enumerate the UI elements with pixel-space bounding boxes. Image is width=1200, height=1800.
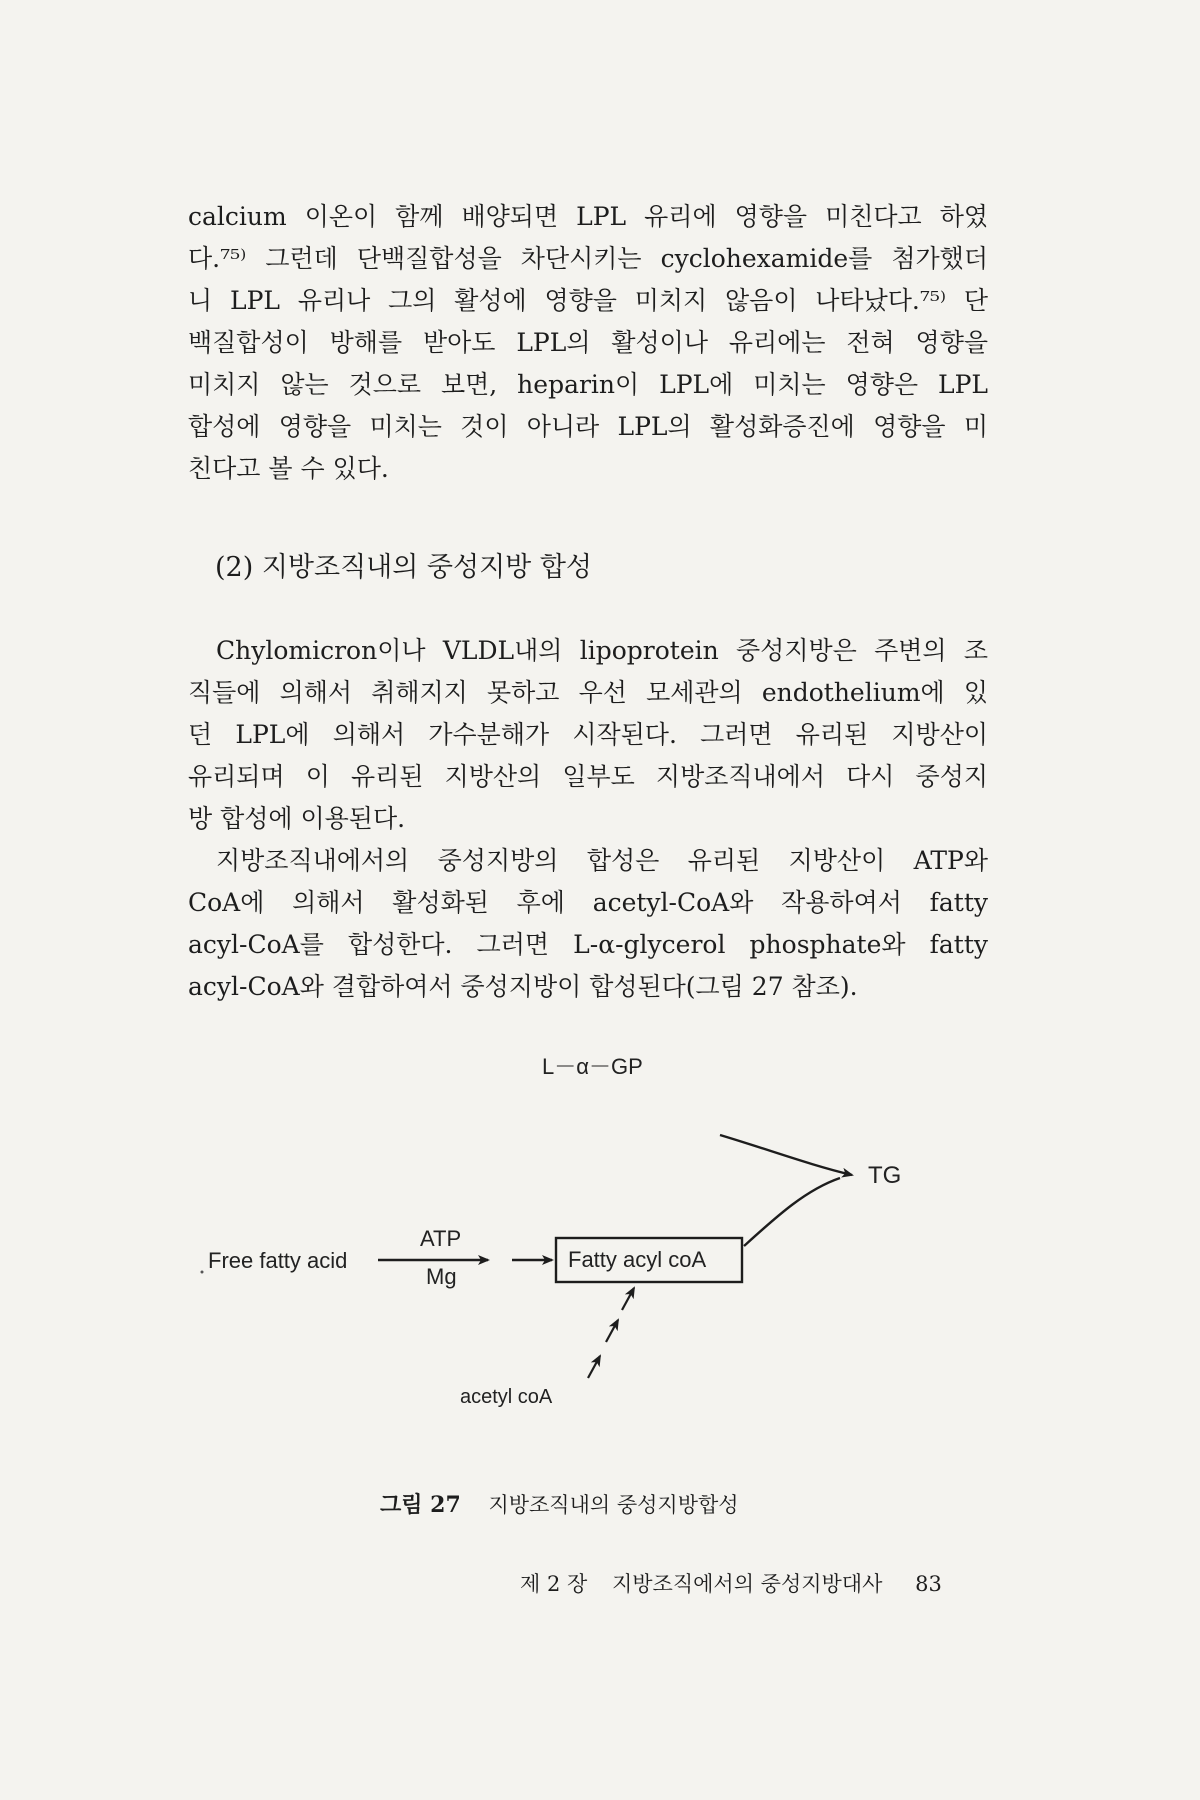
text-line: 직들에 의해서 취해지지 못하고 우선 모세관의 endothelium에 있 [188,678,988,707]
paragraph-tg-synthesis [188,840,988,1008]
text-line: 니 LPL 유리나 그의 활성에 영향을 미치지 않음이 나타났다.⁷⁵⁾ 단 [188,286,988,315]
paragraph-chylomicron [188,630,988,840]
text-line: 방 합성에 이용된다. [188,804,406,833]
l-alpha-gp-label: L－α－GP [542,1054,643,1079]
text-line: 던 LPL에 의해서 가수분해가 시작된다. 그러면 유리된 지방산이 [188,720,988,749]
text-line: Chylomicron이나 VLDL내의 lipoprotein 중성지방은 주변의 조 [216,636,988,665]
text-line: 합성에 영향을 미치는 것이 아니라 LPL의 활성화증진에 영향을 미 [188,412,988,441]
acetyl-arrow-1 [588,1356,600,1378]
free-fatty-acid-label: Free fatty acid [208,1248,348,1273]
text-line: 지방조직내에서의 중성지방의 합성은 유리된 지방산이 ATP와 [216,846,988,875]
fatty-acyl-coa-label: Fatty acyl coA [568,1247,707,1272]
text-line: 다.⁷⁵⁾ 그런데 단백질합성을 차단시키는 cyclohexamide를 첨가했더 [188,244,988,273]
l-alpha-gp-arrow [720,1135,852,1175]
tg-label: TG [868,1162,902,1189]
figure-number: 그림 27 [380,1492,461,1518]
stray-dot [201,1271,204,1274]
figure-title: 지방조직내의 중성지방합성 [488,1493,739,1517]
acetyl-arrow-2 [606,1320,618,1342]
figure-caption [380,1488,739,1519]
text-line: CoA에 의해서 활성화된 후에 acetyl-CoA와 작용하여서 fatty [188,888,988,917]
section-heading: (2) 지방조직내의 중성지방 합성 [215,552,592,583]
acetyl-arrow-3 [622,1288,634,1310]
page-footer [520,1568,942,1598]
text-line: 미치지 않는 것으로 보면, heparin이 LPL에 미치는 영향은 LPL [188,370,988,399]
tg-synthesis-diagram [200,1050,1020,1450]
mg-label: Mg [426,1264,457,1289]
acetyl-coa-label: acetyl coA [460,1386,553,1408]
text-line: 친다고 볼 수 있다. [188,454,389,483]
atp-label: ATP [420,1226,462,1251]
text-line: 백질합성이 방해를 받아도 LPL의 활성이나 유리에는 전혀 영향을 [188,328,988,357]
text-line: 유리되며 이 유리된 지방산의 일부도 지방조직내에서 다시 중성지 [188,762,988,791]
footer-chapter: 제 2 장 [520,1572,588,1596]
fatty-acyl-to-tg-arrow [744,1178,840,1246]
page-number: 83 [915,1572,942,1596]
text-line: calcium 이온이 함께 배양되면 LPL 유리에 영향을 미친다고 하였 [188,202,988,231]
footer-title: 지방조직에서의 중성지방대사 [611,1572,883,1596]
text-line: acyl-CoA를 합성한다. 그러면 L-α-glycerol phosphate와 fatty [188,930,988,959]
paragraph-lpl-release [188,196,988,490]
text-line: acyl-CoA와 결합하여서 중성지방이 합성된다(그림 27 참조). [188,972,858,1001]
